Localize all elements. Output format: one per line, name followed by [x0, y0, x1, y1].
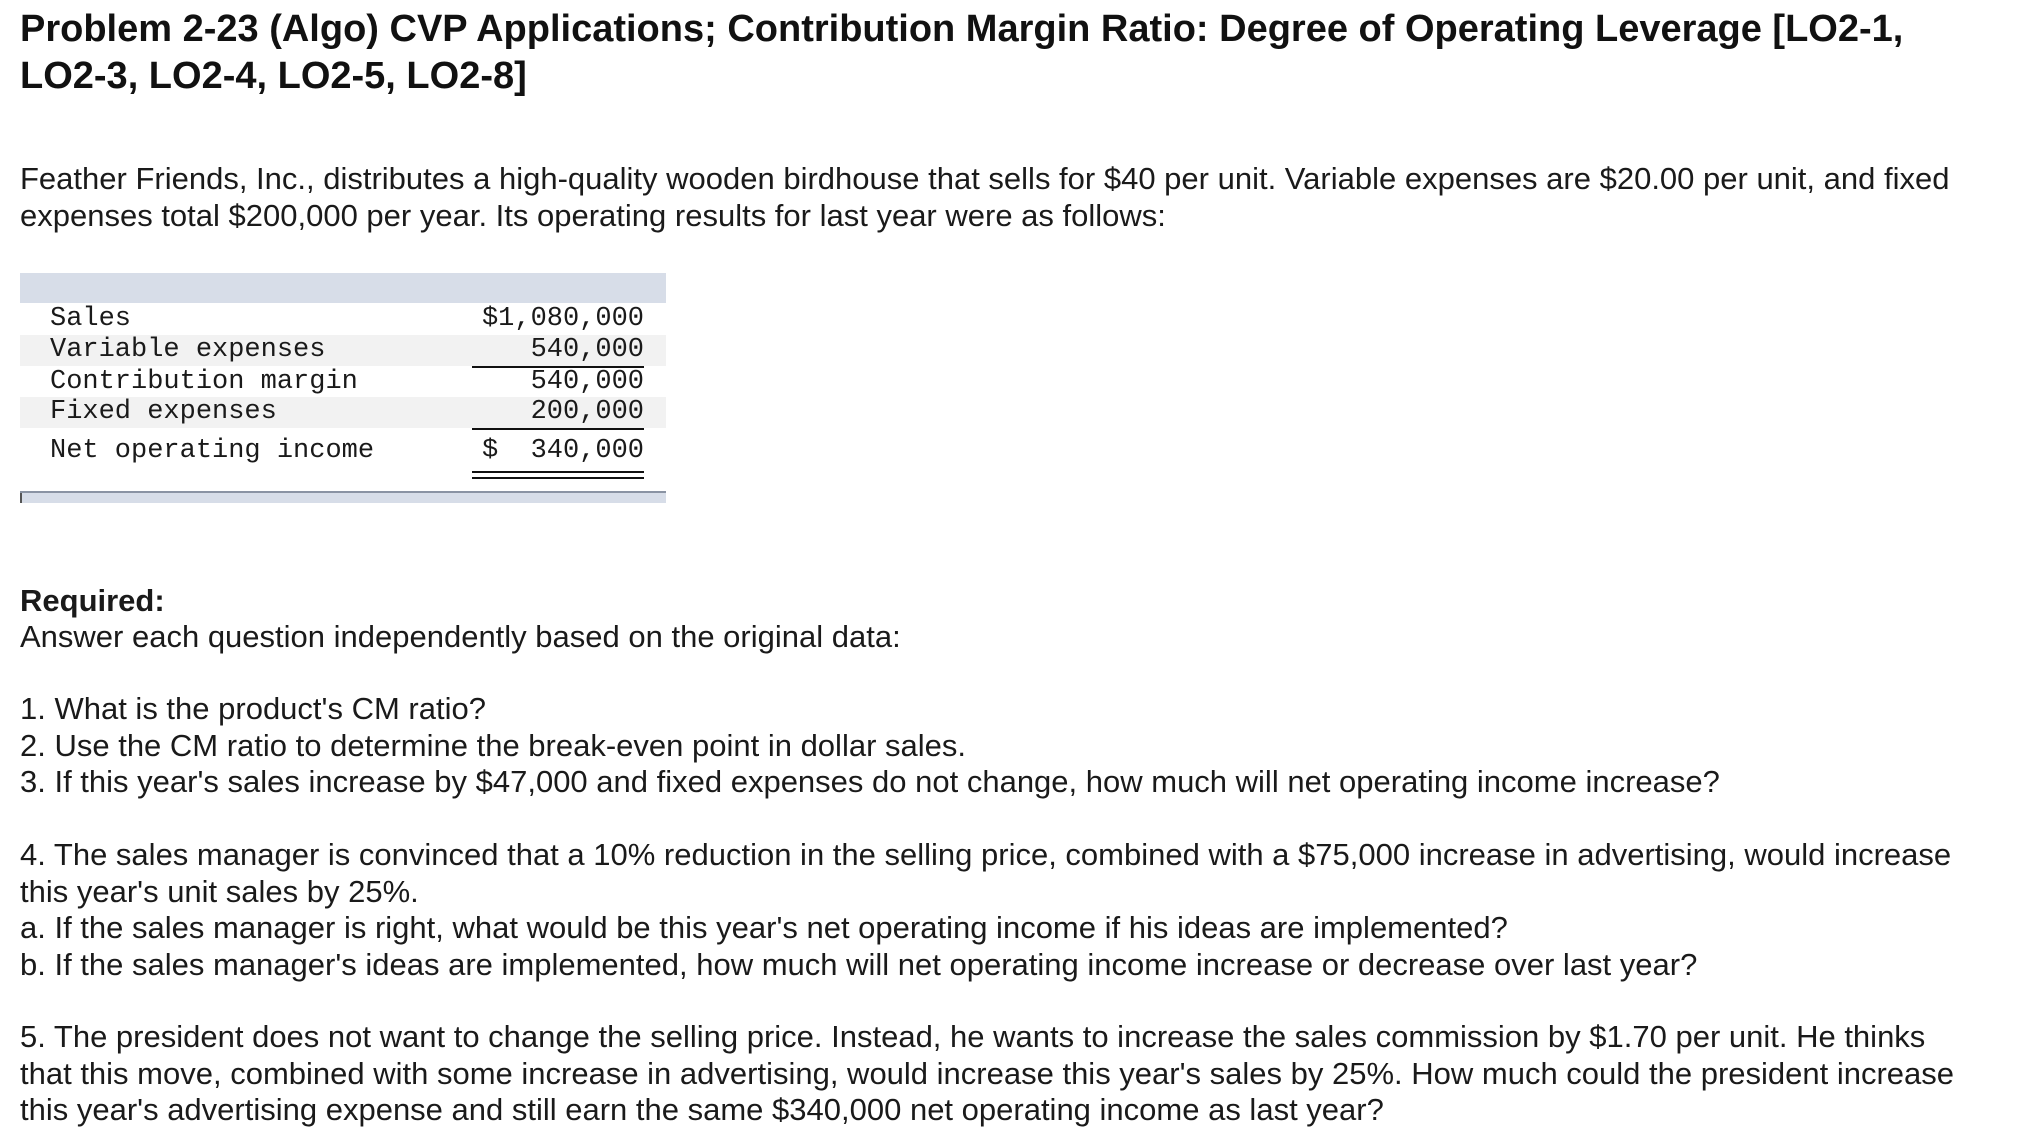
problem-intro: Feather Friends, Inc., distributes a high-quality wooden birdhouse that sells for $40 per unit. Variable expenses are $20.00 per unit, and fixed expenses total $200,000 per year. Its operating results for last year were as follows:: [20, 161, 1950, 233]
income-statement-table: [20, 273, 666, 503]
required-heading: Required:: [20, 583, 165, 618]
row-amount: 540,000: [530, 335, 644, 365]
table-row-contribution-margin: [20, 367, 666, 398]
row-label: Variable expenses: [50, 335, 326, 365]
question-3: 3. If this year's sales increase by $47,000 and fixed expenses do not change, how much will net operating income increase?: [20, 764, 1720, 799]
row-amount: 1,080,000: [498, 304, 644, 334]
table-row-variable-expenses: [20, 335, 666, 366]
row-amount: 200,000: [530, 397, 644, 427]
problem-title: Problem 2-23 (Algo) CVP Applications; Contribution Margin Ratio: Degree of Operating Leverage [LO2-1, LO2-3, LO2-4, LO2-5, LO2-8]: [20, 8, 1904, 97]
table-row-net-operating-income: [20, 436, 666, 467]
subtotal-underline: [472, 428, 644, 430]
currency-symbol: $: [482, 304, 499, 334]
row-label: Contribution margin: [50, 367, 358, 397]
question-4: 4. The sales manager is convinced that a 10% reduction in the selling price, combined with a $75,000 increase in advertising, would increase this year's unit sales by 25%.: [20, 837, 1952, 909]
table-footer-band: [20, 491, 666, 503]
total-double-underline: [472, 471, 644, 479]
table-row-fixed-expenses: [20, 397, 666, 428]
row-label: Net operating income: [50, 436, 375, 466]
row-label: Sales: [50, 304, 132, 334]
question-2: 2. Use the CM ratio to determine the break-even point in dollar sales.: [20, 727, 966, 763]
question-4b: b. If the sales manager's ideas are implemented, how much will net operating income increase or decrease over last year?: [20, 946, 1698, 982]
question-1: 1. What is the product's CM ratio?: [20, 691, 486, 726]
currency-symbol: $: [482, 436, 499, 466]
question-5: 5. The president does not want to change the selling price. Instead, he wants to increase the sales commission by $1.70 per unit. He thinks that this move, combined with some increase in advertising, would increase this year's sales by 25%. How much could the president increase this year's advertising expense and still earn the same $340,000 net operating income as last year?: [20, 1019, 1955, 1127]
table-footer-tick: [20, 493, 22, 503]
question-5-block: [20, 1019, 1980, 1129]
required-subheading: Answer each question independently based on the original data:: [20, 619, 901, 654]
row-amount: 340,000: [530, 436, 644, 466]
questions-1-3: [20, 691, 1980, 801]
table-header-band: [20, 273, 666, 303]
question-4-block: [20, 837, 1980, 983]
question-4a: a. If the sales manager is right, what would be this year's net operating income if his ideas are implemented?: [20, 910, 1508, 945]
row-label: Fixed expenses: [50, 397, 277, 427]
row-amount: 540,000: [530, 367, 644, 397]
table-row-sales: [20, 304, 666, 335]
